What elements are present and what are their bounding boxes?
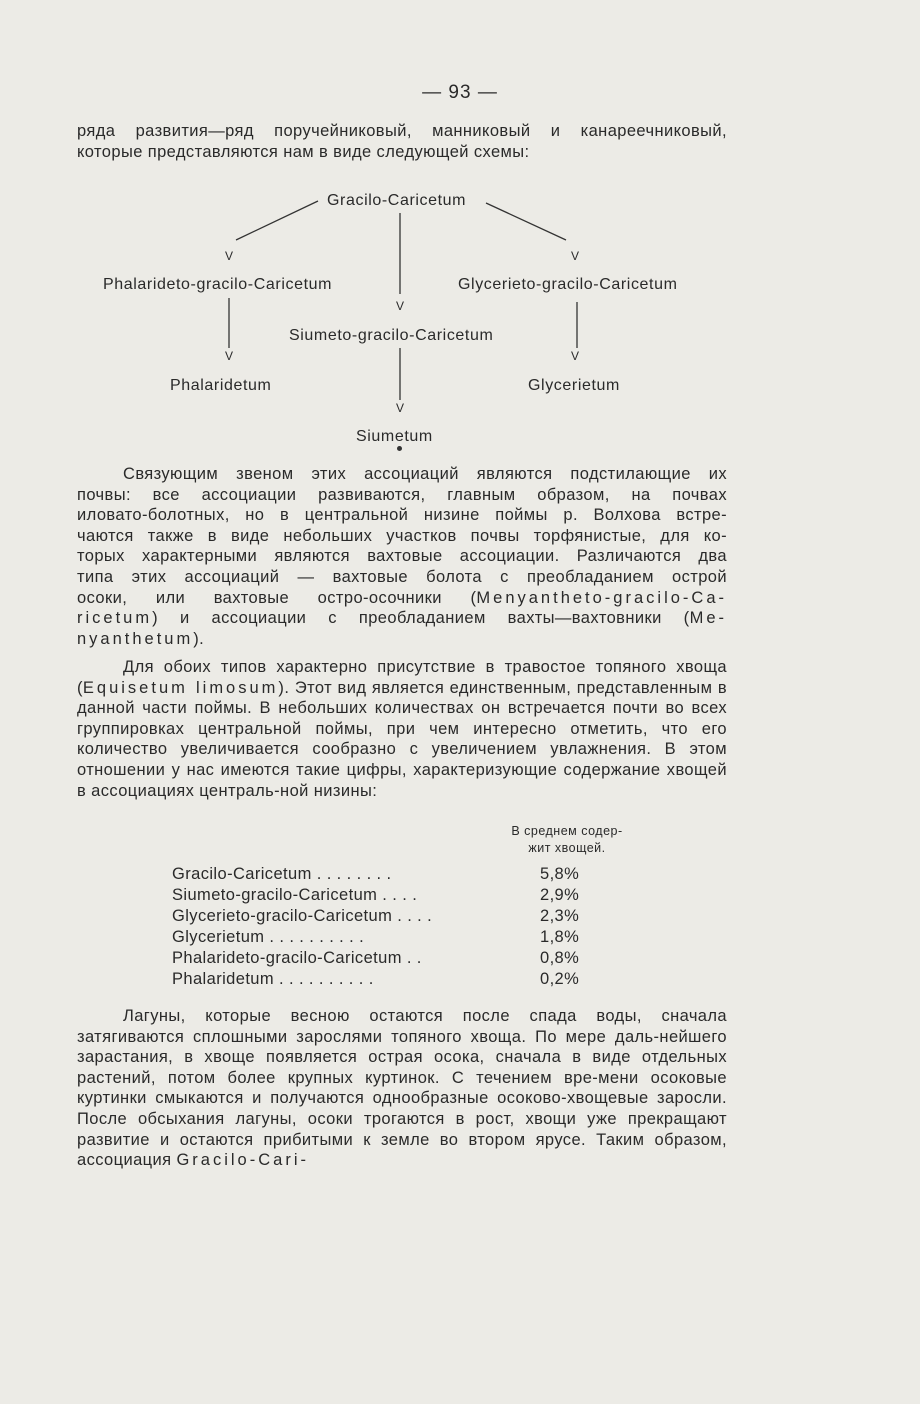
p3-text: [77, 1006, 727, 1171]
table-row: [172, 970, 602, 990]
p3-text-a: Лагуны, которые весною остаются после спада воды, сначала затягиваются сплошными зарослями топяного хвоща. По мере даль-нейшего зарастания, в хвоще появляется острая осока, сначала в виде отдельных растений, потом более крупных куртинок. С течением вре-мени осоковые куртинки смыкаются и получаются однообразные осоково-хвощевые заросли. После обсыхания лагуны, осоки трогаются в рост, хвощи уже прекращают развитие и остаются прибитыми к земле во втором ярусе. Таким образом, ассоциация: [77, 1007, 727, 1170]
node-gracilo-caricetum: Gracilo-Caricetum: [327, 192, 467, 209]
p2-text: [77, 657, 727, 801]
node-phalarideto-gracilo-caricetum: Phalarideto-gracilo-Caricetum: [103, 276, 333, 293]
p1-text-a: осоки, или вахтовые остро-осочники (: [77, 588, 477, 607]
paragraph-2: [77, 657, 727, 801]
arrow-right: V: [571, 249, 580, 263]
arrow-center-2: V: [396, 401, 405, 415]
species-gracilo-cari: Gracilo-Cari-: [176, 1151, 309, 1170]
row-name: Phalaridetum . . . . . . . . . .: [172, 970, 374, 988]
arrow-left: V: [225, 249, 234, 263]
node-siumeto-gracilo-caricetum: Siumeto-gracilo-Caricetum: [289, 327, 494, 344]
table-header: [487, 823, 647, 857]
species-nyanthetum: nyanthetum: [77, 629, 194, 648]
row-name: Gracilo-Caricetum . . . . . . . .: [172, 865, 392, 883]
arrow-center: V: [396, 299, 405, 313]
p1-line-3: иловато-болотных, но в центральной низине поймы р. Волхова встре-: [77, 506, 727, 525]
p1-text-c: ).: [193, 629, 205, 648]
species-ricetum: ricetum: [77, 609, 153, 628]
row-name: Phalarideto-gracilo-Caricetum . .: [172, 949, 422, 967]
table-row: [172, 928, 602, 948]
row-value: 2,3%: [540, 907, 580, 925]
row-value: 0,2%: [540, 970, 580, 988]
scheme-lines: [0, 0, 920, 470]
p1-line-4: чаются также в виде небольших участков почвы торфянистые, для ко-: [77, 526, 727, 545]
table-header-line-2: жит хвощей.: [528, 841, 606, 855]
row-name: Glycerietum . . . . . . . . . .: [172, 928, 365, 946]
line-top-to-right: [486, 203, 566, 240]
p1-line-2: почвы: все ассоциации развиваются, главным образом, на почвах: [77, 485, 727, 504]
species-equisetum: Equisetum limosum: [82, 678, 279, 697]
row-name: Siumeto-gracilo-Caricetum . . . .: [172, 886, 418, 904]
table-row: [172, 907, 602, 927]
node-siumetum: Siumetum: [356, 428, 433, 445]
p1-line-9: [77, 629, 727, 650]
line-top-to-left: [236, 201, 318, 240]
succession-scheme: [0, 0, 920, 470]
ink-dot: [397, 446, 402, 451]
p1-line-7: [77, 588, 727, 609]
table-row: [172, 886, 602, 906]
arrow-right-2: V: [571, 349, 580, 363]
row-value: 5,8%: [540, 865, 580, 883]
row-value: 0,8%: [540, 949, 580, 967]
row-name: Glycerieto-gracilo-Caricetum . . . .: [172, 907, 433, 925]
page-number: — 93 —: [422, 82, 498, 103]
node-glycerieto-gracilo-caricetum: Glycerieto-gracilo-Caricetum: [458, 276, 678, 293]
row-value: 1,8%: [540, 928, 580, 946]
paragraph-1: [77, 464, 727, 649]
p1-text-b: ) и ассоциации с преобладанием вахты—вахтовники (: [152, 609, 690, 628]
row-value: 2,9%: [540, 886, 580, 904]
p1-line-8: [77, 608, 727, 629]
arrow-left-2: V: [225, 349, 234, 363]
p1-line-6: типа этих ассоциаций — вахтовые болота с преобладанием острой: [77, 567, 727, 586]
table-row: [172, 949, 602, 969]
species-me: Me-: [689, 609, 727, 628]
intro-line-2: которые представляются нам в виде следующей схемы:: [77, 142, 530, 161]
p1-line-1: Связующим звеном этих ассоциаций являются подстилающие их: [123, 465, 727, 483]
p1-line-5: торых характерными являются вахтовые ассоциации. Различаются два: [77, 547, 727, 566]
paragraph-3: [77, 1006, 727, 1171]
intro-line-1: ряда развития—ряд поручейниковый, манниковый и канареечниковый,: [77, 122, 727, 140]
species-menyantheto: Menyantheto-gracilo-Ca-: [476, 588, 727, 607]
node-glycerietum: Glycerietum: [528, 377, 620, 394]
p2-text-b: ). Этот вид является единственным, представленным в данной части поймы. В небольших количествах он встречается почти во всех группировках центральной поймы, при чем интересно отметить, что его количество увеличивается сообразно с увеличением увлажнения. В этом отношении у нас имеются такие цифры, характеризующие содержание хвощей в ассоциациях централь-ной низины:: [77, 678, 727, 800]
table-row: [172, 865, 602, 885]
node-phalaridetum: Phalaridetum: [170, 377, 272, 394]
table-header-line-1: В среднем содер-: [511, 824, 623, 838]
p2-text-a: Для обоих типов характерно присутствие в травостое топяного хвоща (: [77, 658, 727, 697]
